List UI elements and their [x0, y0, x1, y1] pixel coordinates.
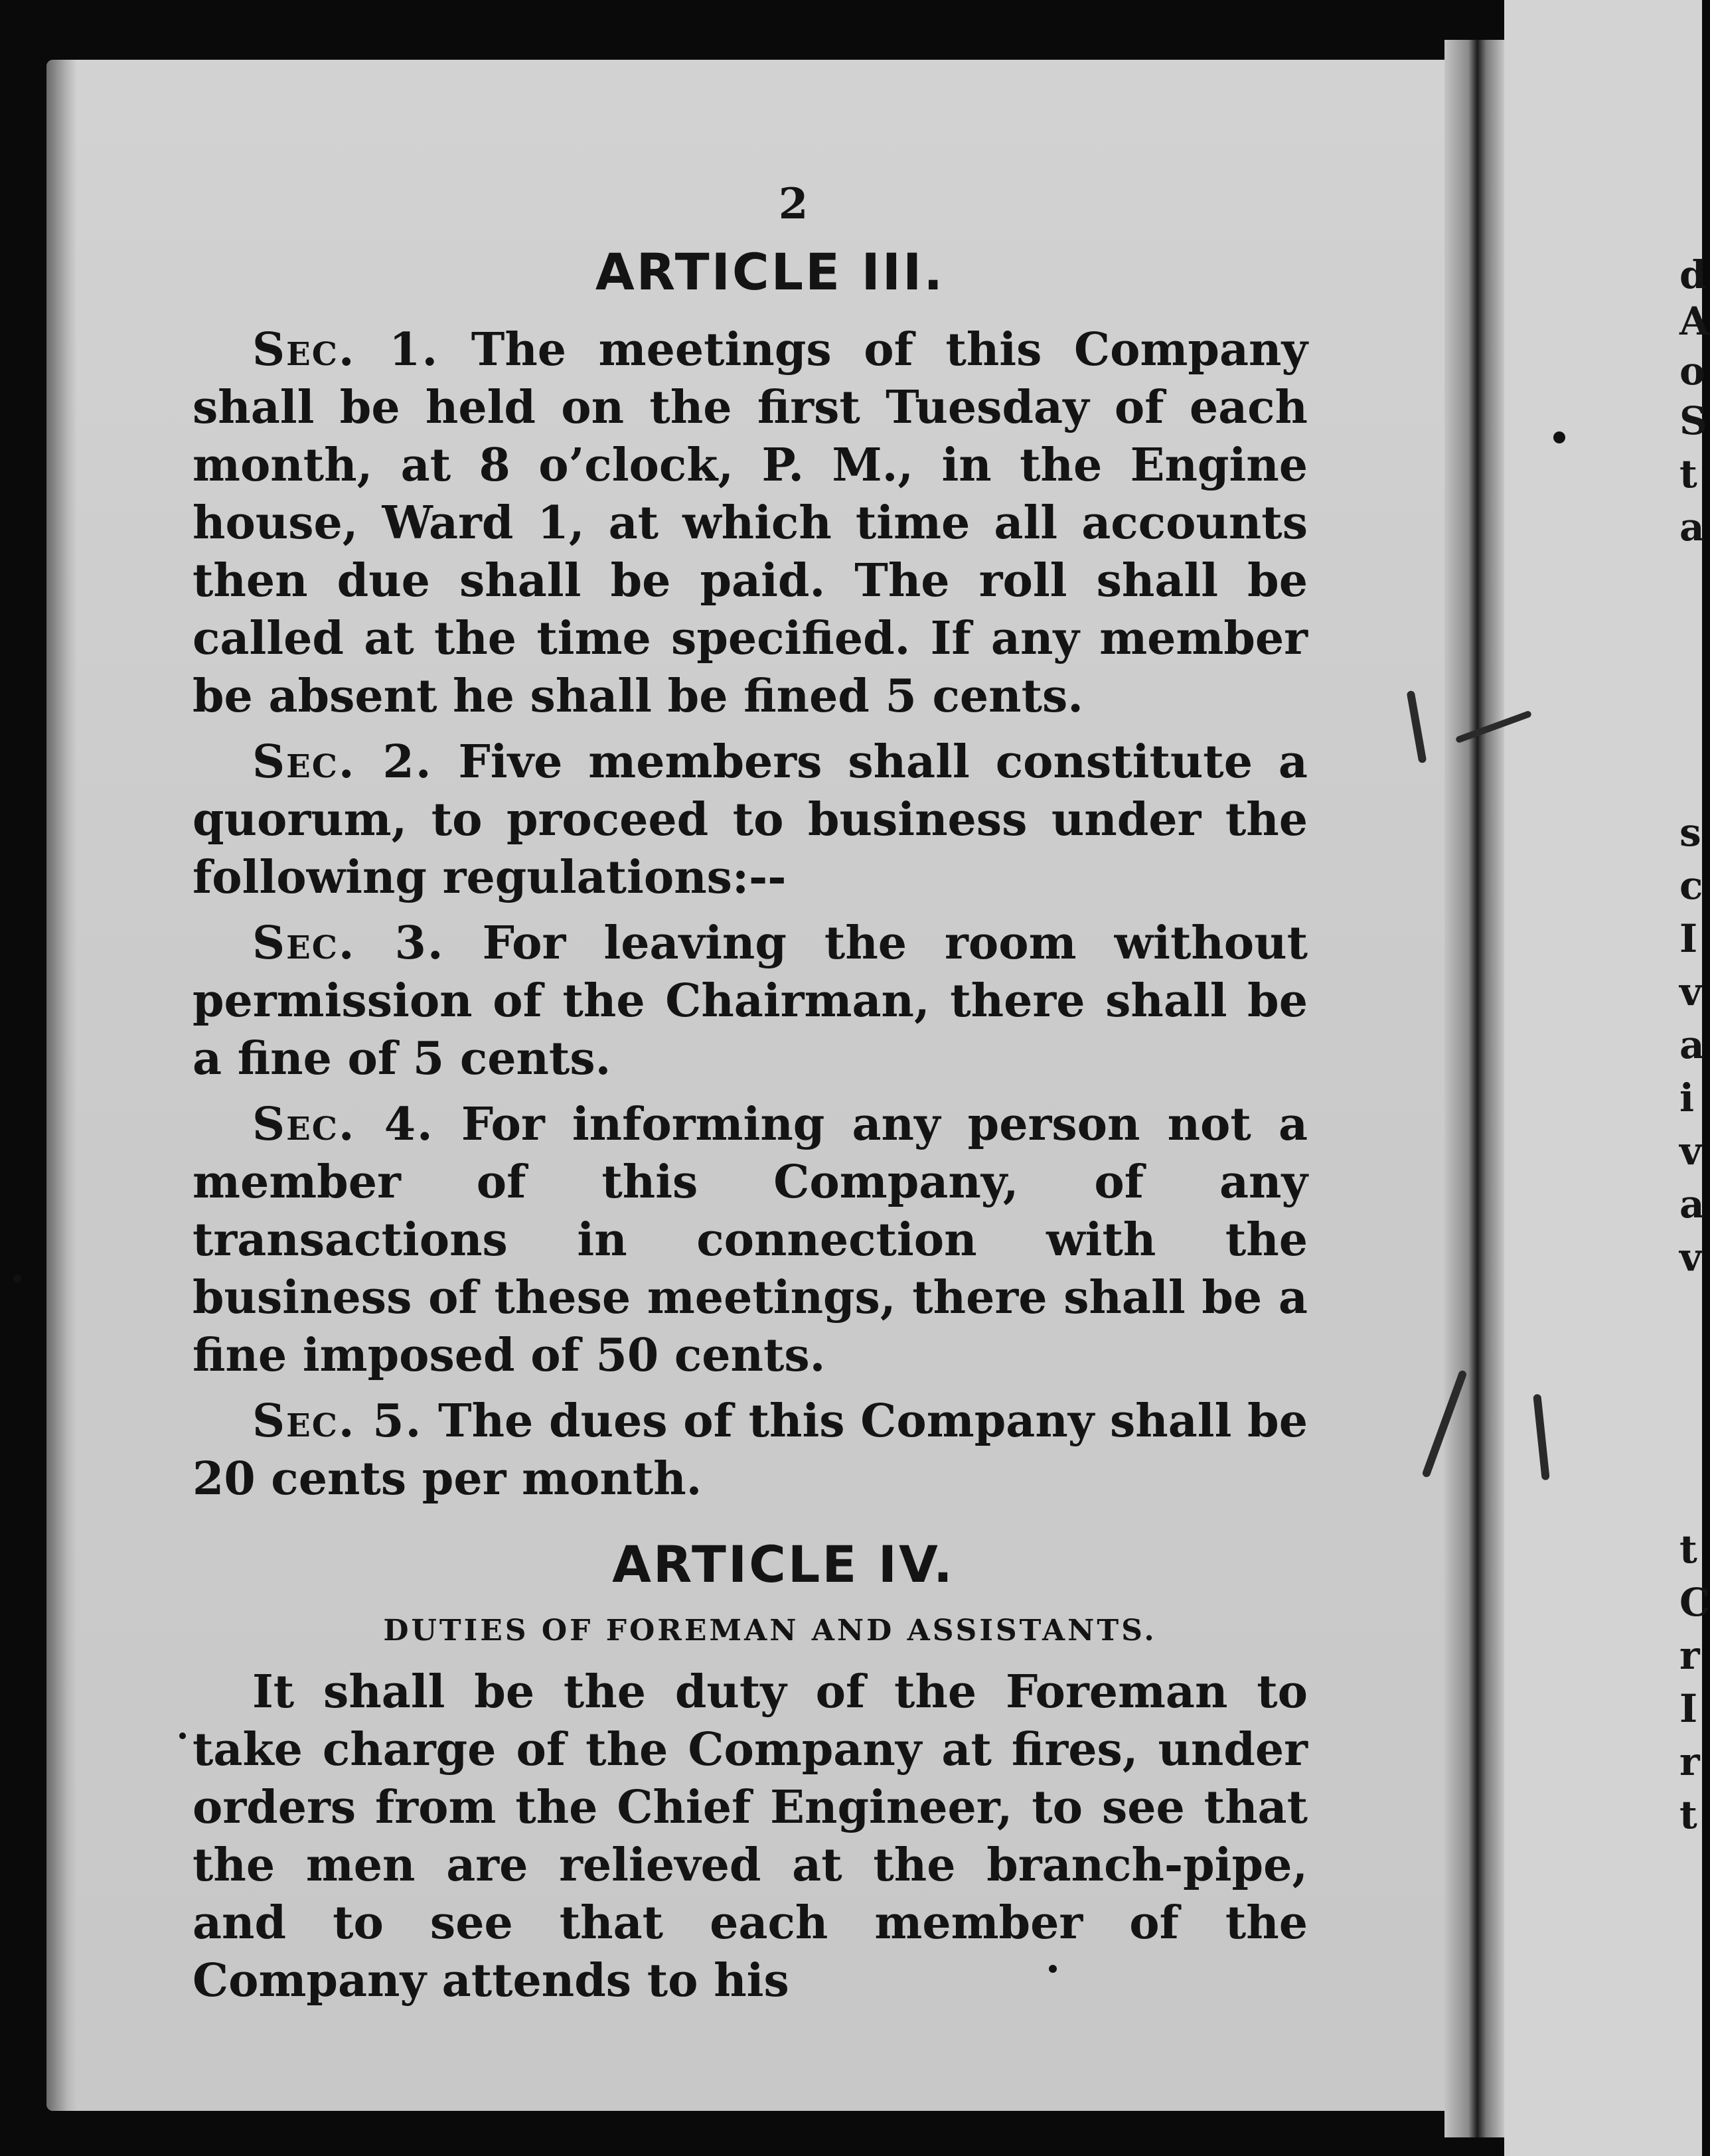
right-page-fragment: c: [1679, 863, 1703, 908]
right-page-fragment: I: [1679, 1686, 1698, 1731]
article-iv-paragraph: It shall be the duty of the Foreman to take charge of the Company at fires, under orders from the Chief Engineer, to see that the men are relieved at the branch-pipe, and to see that each member of the Company attends to his: [193, 1665, 1308, 2007]
right-page-fragment: r: [1679, 1633, 1700, 1678]
right-page-fragment: d: [1679, 252, 1707, 297]
right-page-fragment: s: [1679, 810, 1701, 855]
right-page-fragment: t: [1679, 451, 1697, 497]
section-label: Sec. 2.: [252, 735, 433, 789]
section-text: Five members shall constitute a quorum, to proceed to business under the following regulations:--: [193, 735, 1308, 904]
article-iii-sec-5: [193, 1393, 1308, 1508]
article-iii-sec-1: [193, 321, 1308, 726]
section-text: The dues of this Company shall be 20 cents per month.: [193, 1395, 1308, 1505]
right-page-fragment: v: [1679, 1235, 1702, 1280]
page-number: 2: [778, 179, 809, 229]
right-page-fragment: C: [1679, 1580, 1710, 1625]
right-page-fragment: a: [1679, 1022, 1705, 1067]
article-iii-sec-4: [193, 1096, 1308, 1385]
section-label: Sec. 5.: [252, 1395, 423, 1448]
section-label: Sec. 4.: [252, 1098, 434, 1151]
section-label: Sec. 3.: [252, 917, 445, 970]
right-page-fragment: v: [1679, 1128, 1702, 1174]
ink-speck: [179, 1733, 186, 1739]
section-label: Sec. 1.: [252, 323, 439, 376]
article-iv-heading: ARTICLE IV.: [612, 1535, 955, 1594]
right-page-fragment: a: [1679, 504, 1705, 550]
right-page-fragment: t: [1679, 1527, 1697, 1572]
section-text: The meetings of this Company shall be held on the first Tuesday of each month, at 8 o’clock, P. M., in the Engine house, Ward 1, at which time all accounts then due shall be paid. The roll shall be called at the time specified. If any member be absent he shall be fined 5 cents.: [193, 323, 1308, 723]
ink-speck: [13, 1274, 21, 1282]
right-page-fragment: r: [1679, 1739, 1700, 1784]
section-text: For informing any person not a member of this Company, of any transactions in connection with the business of these meetings, there shall be a fine imposed of 50 cents.: [193, 1098, 1308, 1382]
article-iii-heading: ARTICLE III.: [595, 242, 945, 301]
section-text: For leaving the room without permission of the Chairman, there shall be a fine of 5 cents.: [193, 917, 1308, 1085]
ink-speck: [1553, 431, 1565, 443]
right-page-fragment: i: [1679, 1075, 1695, 1120]
right-page-fragment: A: [1679, 299, 1710, 344]
right-page-edge: [1504, 0, 1702, 2156]
right-page-fragment: S: [1679, 398, 1707, 443]
article-iv-subheading: DUTIES OF FOREMAN AND ASSISTANTS.: [383, 1614, 1157, 1648]
right-page-fragment: t: [1679, 1792, 1697, 1837]
right-page-fragment: a: [1679, 1182, 1705, 1227]
right-page-fragment: v: [1679, 969, 1702, 1014]
book-gutter: [1444, 40, 1504, 2137]
right-page-fragment: I: [1679, 916, 1698, 961]
right-page-fragment: o: [1679, 348, 1705, 394]
article-iii-sec-2: [193, 733, 1308, 907]
article-iii-sec-3: [193, 915, 1308, 1088]
page-content: [193, 179, 1308, 2018]
